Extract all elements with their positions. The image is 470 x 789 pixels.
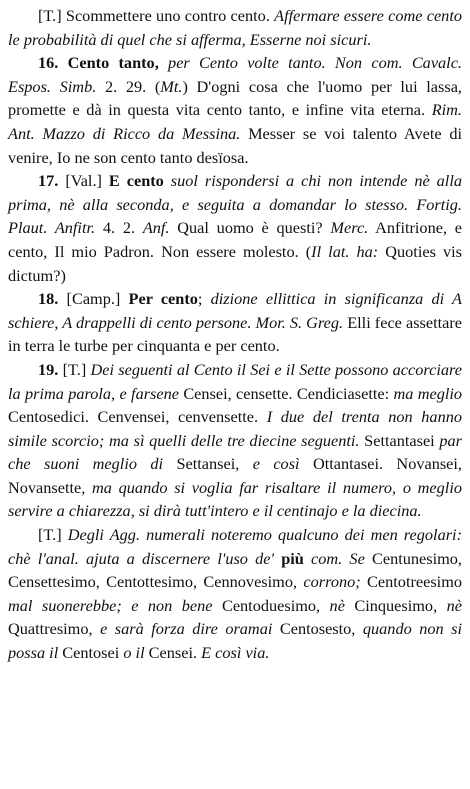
text-run: Per cento (128, 289, 198, 309)
text-run: Cento tanto, (58, 53, 169, 73)
text-run: Quoties vis dictum?) (8, 241, 462, 285)
text-run: ma meglio (393, 383, 463, 403)
text-run: Mt. (160, 76, 183, 96)
text-run: Merc. (330, 218, 369, 238)
entry-17 (8, 169, 462, 287)
text-run: Centoduesimo, (212, 595, 330, 615)
text-run: 4. 2. (95, 218, 143, 238)
text-run: [Val.] (58, 171, 109, 191)
text-run: I due del trenta non hanno simile scorcio; ma sì quelli delle tre diecine seguenti. (8, 407, 462, 450)
entry-paragraph (8, 4, 462, 51)
text-run: o il (123, 643, 145, 663)
text-run: Scommettere uno contro cento. (61, 6, 275, 25)
text-run: Centosedici. Cenvensei, cenvensette. (8, 407, 267, 427)
entry-number: 17. (38, 171, 59, 191)
text-run: Settansei, (163, 454, 253, 474)
text-run: Anf. (142, 218, 170, 238)
text-run: più (281, 548, 304, 568)
text-run: suol rispondersi a chi non intende nè alla prima, nè alla seconda, e seguita a domandar lo stesso. Fortig. Plaut. Anfitr. (8, 171, 462, 238)
text-run: Degli Agg. numerali noteremo qualcuno dei men regolari: chè l'anal. ajuta a discernere l'uso de' (8, 525, 462, 568)
entry-18 (8, 287, 462, 358)
text-run: [T.] (38, 525, 68, 545)
text-run: com. Se (303, 548, 372, 568)
text-run: E così via. (201, 643, 270, 663)
text-run: Censei, censette. Cendiciasette: (178, 383, 394, 403)
text-run: nè (446, 595, 462, 615)
text-run: Messer se voi talento Avete di venire, Io ne son cento tanto desïosa. (8, 123, 462, 167)
text-run: Centotreesimo (360, 572, 463, 592)
text-run: Centosesto, (272, 619, 363, 639)
text-run: Settantasei (359, 430, 440, 450)
text-run: Cinquesimo, (344, 595, 447, 615)
text-run: e sarà forza dire oramai (100, 619, 273, 639)
text-run: Qual uomo è questi? (169, 218, 331, 238)
text-run: e così (252, 454, 300, 474)
text-run: ma quando si voglia far risaltare il numero, o meglio servire a chiarezza, si dirà tutt'intero e il centinajo e la diecina. (8, 477, 462, 521)
text-run: Centosei (58, 643, 124, 663)
text-run: Rim. Ant. Mazzo di Ricco da Messina. (8, 100, 462, 143)
text-run: mal suonerebbe; e non bene (8, 595, 213, 615)
text-run: Centunesimo, Censettesimo, Centottesimo, Cennovesimo, (8, 548, 462, 592)
text-run: 2. 29. ( (96, 76, 161, 96)
text-run: dizione ellittica in significanza di A schiere, A drappelli di cento persone. Mor. S. Greg. (8, 289, 462, 332)
text-run: Dei seguenti al Cento il Sei e il Sette possono accorciare la prima parola, e farsene (8, 359, 462, 403)
entry-19 (8, 358, 462, 523)
text-run: [T.] (58, 359, 91, 379)
entry-number: 19. (38, 359, 59, 379)
text-run: E cento (108, 171, 171, 191)
entry-16 (8, 51, 462, 169)
text-run: quando non si possa il (8, 619, 462, 663)
text-run: [T.] (38, 6, 62, 25)
text-run: Censei. (144, 643, 202, 663)
entry-number: 16. (38, 53, 59, 73)
text-run: par che suoni meglio di (8, 430, 463, 474)
text-run: Ottantasei. Novansei, Novansette, (8, 454, 462, 497)
text-run: [Camp.] (58, 289, 129, 309)
text-run: Quattresimo, (8, 619, 101, 639)
entry-note-paragraph (8, 523, 462, 665)
text-run: Elli fece assettare in terra le turbe per cinquanta e per cento. (8, 312, 463, 356)
text-run: Il lat. ha: (311, 241, 379, 261)
text-run: ; (197, 289, 211, 309)
entry-number: 18. (38, 289, 59, 309)
text-run: Anfitrione, e cento, Il mio Padron. Non essere molesto. ( (8, 218, 463, 261)
text-run: nè (329, 595, 345, 615)
text-run: ) D'ogni cosa che l'uomo per lui lassa, promette e dà in questa vita cento tanto, e infine vita eterna. (8, 76, 462, 120)
text-run: Affermare essere come cento le probabilità di quel che si afferma, Esserne noi sicuri. (8, 6, 462, 49)
text-run: corrono; (303, 572, 361, 592)
text-run: per Cento volte tanto. Non com. Cavalc. Espos. Simb. (8, 53, 463, 96)
